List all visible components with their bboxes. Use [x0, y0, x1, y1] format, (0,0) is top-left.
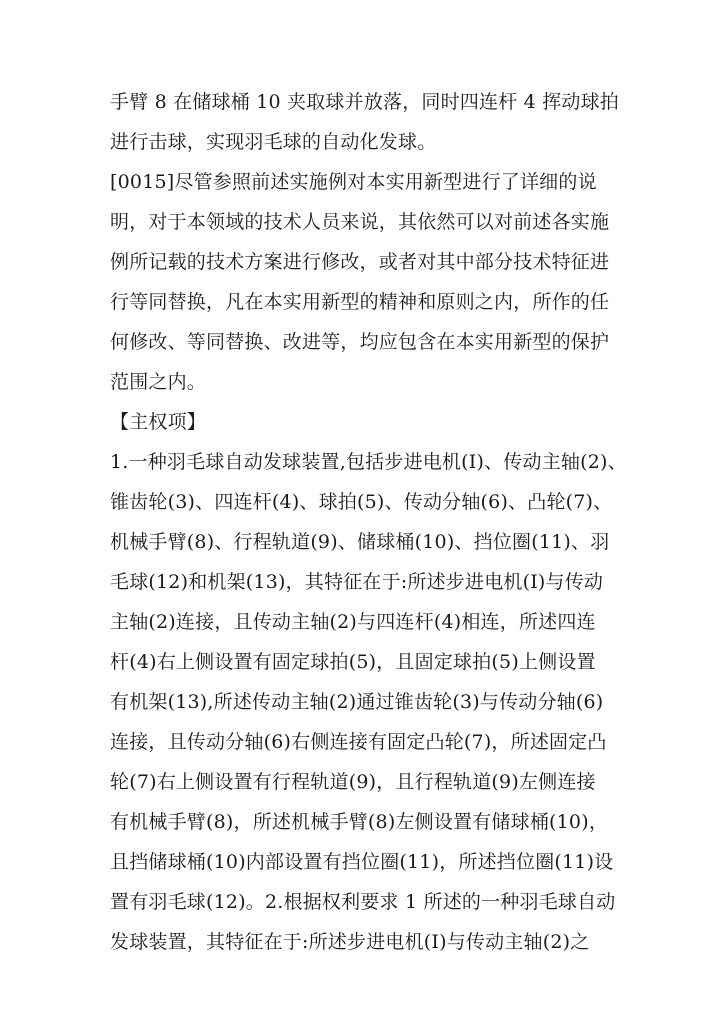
text-line: [0015]尽管参照前述实施例对本实用新型进行了详细的说	[110, 171, 597, 193]
text-line: 有机械手臂(8)，所述机械手臂(8)左侧设置有储球桶(10)，	[110, 811, 609, 833]
text-line: 主轴(2)连接，且传动主轴(2)与四连杆(4)相连，所述四连	[110, 611, 596, 633]
text-line: 毛球(12)和机架(13)，其特征在于:所述步进电机(I)与传动	[110, 571, 604, 593]
text-line: 进行击球，实现羽毛球的自动化发球。	[110, 131, 437, 153]
document-body	[110, 82, 630, 962]
text-line: 且挡储球桶(10)内部设置有挡位圈(11)，所述挡位圈(11)设	[110, 851, 614, 873]
section-heading: 【主权项】	[110, 411, 207, 433]
text-line: 锥齿轮(3)、四连杆(4)、球拍(5)、传动分轴(6)、凸轮(7)、	[110, 491, 613, 513]
text-line: 何修改、等同替换、改进等，均应包含在本实用新型的保护	[110, 331, 610, 353]
text-line: 轮(7)右上侧设置有行程轨道(9)，且行程轨道(9)左侧连接	[110, 771, 596, 793]
text-line: 范围之内。	[110, 371, 207, 393]
text-line: 置有羽毛球(12)。2.根据权利要求 1 所述的一种羽毛球自动	[110, 891, 616, 913]
text-line: 明，对于本领域的技术人员来说，其依然可以对前述各实施	[110, 211, 610, 233]
text-line: 杆(4)右上侧设置有固定球拍(5)，且固定球拍(5)上侧设置	[110, 651, 596, 673]
text-line: 有机架(13),所述传动主轴(2)通过锥齿轮(3)与传动分轴(6)	[110, 691, 604, 713]
text-line: 发球装置，其特征在于:所述步进电机(I)与传动主轴(2)之	[110, 931, 590, 953]
text-line: 机械手臂(8)、行程轨道(9)、储球桶(10)、挡位圈(11)、羽	[110, 531, 610, 553]
text-line: 行等同替换，凡在本实用新型的精神和原则之内，所作的任	[110, 291, 610, 313]
text-line: 手臂 8 在储球桶 10 夹取球并放落，同时四连杆 4 挥动球拍	[110, 91, 619, 113]
text-line: 连接，且传动分轴(6)右侧连接有固定凸轮(7)，所述固定凸	[110, 731, 607, 753]
text-line: 例所记载的技术方案进行修改，或者对其中部分技术特征进	[110, 251, 610, 273]
text-line: 1.一种羽毛球自动发球装置,包括步进电机(I)、传动主轴(2)、	[110, 451, 627, 473]
